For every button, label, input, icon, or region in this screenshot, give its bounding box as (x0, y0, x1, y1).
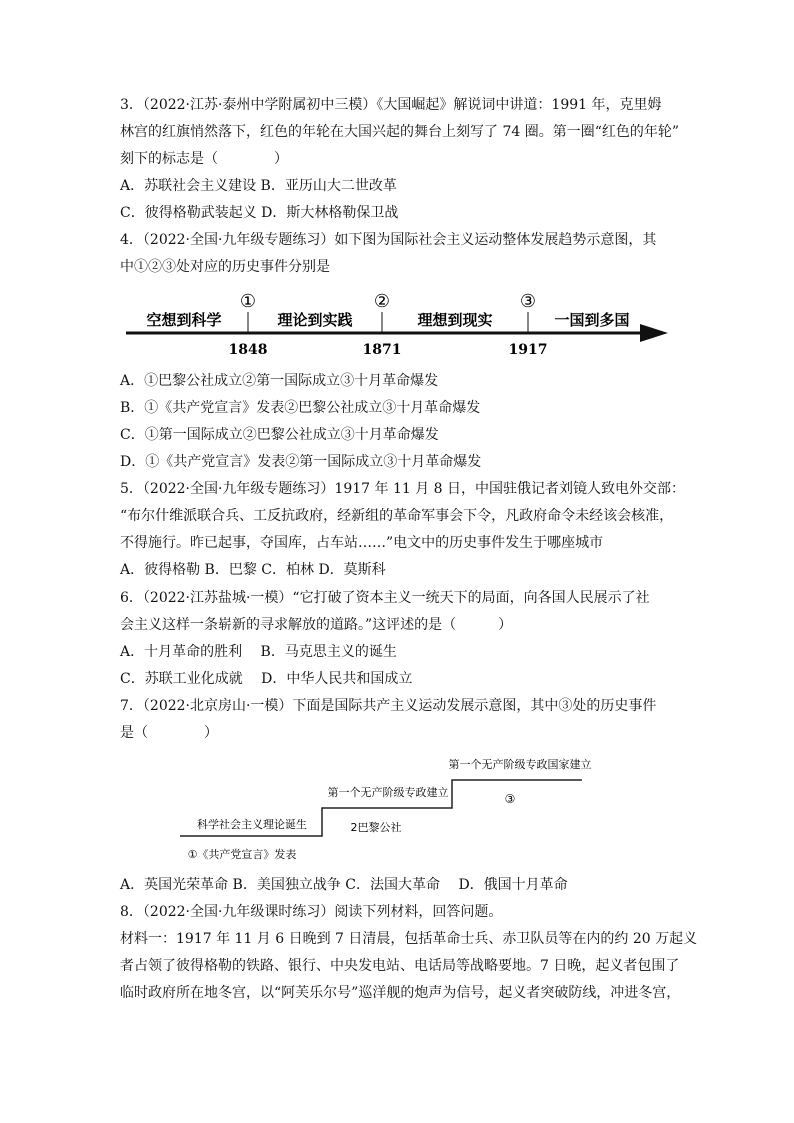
q8-material-line-1: 材料一：1917 年 11 月 6 日晚到 7 日清晨，包括革命士兵、赤卫队员等在内的约 20 万起义 (120, 931, 698, 947)
timeline-year: 1871 (362, 342, 402, 358)
timeline-marker: ① (239, 291, 257, 312)
q4-stem-line-1: 4．（2022·全国·九年级专题练习）如下图为国际社会主义运动整体发展趋势示意图，其 (120, 232, 657, 248)
q7-stem-line-2: 是（ ） (120, 725, 218, 741)
q8-stem-line-1: 8．（2022·全国·九年级课时练习）阅读下列材料，回答问题。 (120, 904, 503, 920)
timeline-year: 1848 (228, 342, 268, 358)
timeline-arrowhead (640, 324, 668, 342)
stair-low-label: 科学社会主义理论诞生 (197, 818, 307, 831)
q3-stem-line-1: 3．（2022·江苏·泰州中学附属初中三模）《大国崛起》解说词中讲道：1991 年，克里姆 (120, 97, 662, 113)
timeline-segment-label: 一国到多国 (554, 311, 630, 329)
stair-mid-label: 第一个无产阶级专政建立 (327, 786, 449, 799)
q3-options-ab: A．苏联社会主义建设 B．亚历山大二世改革 (120, 178, 397, 194)
timeline-marker: ② (373, 291, 391, 312)
q7-options: A．英国光荣革命 B．美国独立战争 C．法国大革命 D．俄国十月革命 (120, 877, 568, 893)
q3-options-cd: C．彼得格勒武装起义 D．斯大林格勒保卫战 (120, 205, 399, 221)
q6-stem-line-1: 6．（2022·江苏盐城·一模）“它打破了资本主义一统天下的局面，向各国人民展示了社 (120, 590, 650, 606)
q4-option-b: B．①《共产党宣言》发表②巴黎公社成立③十月革命爆发 (120, 400, 481, 416)
q5-options: A．彼得格勒 B．巴黎 C．柏林 D．莫斯科 (120, 562, 386, 578)
q8-material-line-2: 者占领了彼得格勒的铁路、银行、中央发电站、电话局等战略要地。7 日晚，起义者包围了 (120, 958, 680, 974)
q5-stem-line-3: 不得施行。昨已起事，夺国库，占车站……”电文中的历史事件发生于哪座城市 (120, 535, 604, 551)
socialism-trend-timeline (120, 288, 680, 360)
q6-options-cd: C．苏联工业化成就 D．中华人民共和国成立 (120, 671, 413, 687)
q5-stem-line-1: 5．（2022·全国·九年级专题练习）1917 年 11 月 8 日，中国驻俄记者刘镜人致电外交部： (120, 481, 686, 497)
q4-option-c: C．①第一国际成立②巴黎公社成立③十月革命爆发 (120, 427, 439, 443)
timeline-segment-label: 理想到现实 (417, 311, 493, 329)
q3-stem-line-2: 林宫的红旗悄然落下，红色的年轮在大国兴起的舞台上刻写了 74 圈。第一圈“红色的年轮” (120, 124, 680, 140)
q3-stem-line-3: 刻下的标志是（ ） (120, 151, 288, 167)
q4-stem-line-2: 中①②③处对应的历史事件分别是 (120, 259, 330, 275)
q6-stem-line-2: 会主义这样一条崭新的寻求解放的道路。”这评述的是（ ） (120, 617, 513, 633)
stair-marker-1: ①《共产党宣言》发表 (187, 848, 297, 861)
q8-material-line-3: 临时政府所在地冬宫，以“阿芙乐尔号”巡洋舰的炮声为信号，起义者突破防线，冲进冬宫， (120, 985, 681, 1001)
timeline-year: 1917 (508, 342, 548, 358)
timeline-segment-label: 空想到科学 (146, 311, 222, 329)
timeline-segment-label: 理论到实践 (277, 311, 353, 329)
stair-marker-3: ③ (504, 792, 516, 806)
q4-option-a: A．①巴黎公社成立②第一国际成立③十月革命爆发 (120, 373, 439, 389)
communist-movement-stair-diagram (180, 750, 600, 865)
timeline-marker: ③ (519, 291, 537, 312)
q6-options-ab: A．十月革命的胜利 B．马克思主义的诞生 (120, 644, 397, 660)
stair-marker-2: 2巴黎公社 (350, 821, 402, 834)
stair-top-label: 第一个无产阶级专政国家建立 (448, 758, 592, 771)
q4-option-d: D．①《共产党宣言》发表②第一国际成立③十月革命爆发 (120, 454, 482, 470)
q5-stem-line-2: “布尔什维派联合兵、工反抗政府，经新组的革命军事会下令，凡政府命令未经该会核准， (120, 508, 674, 524)
q7-stem-line-1: 7．（2022·北京房山·一模）下面是国际共产主义运动发展示意图，其中③处的历史事件 (120, 698, 657, 714)
